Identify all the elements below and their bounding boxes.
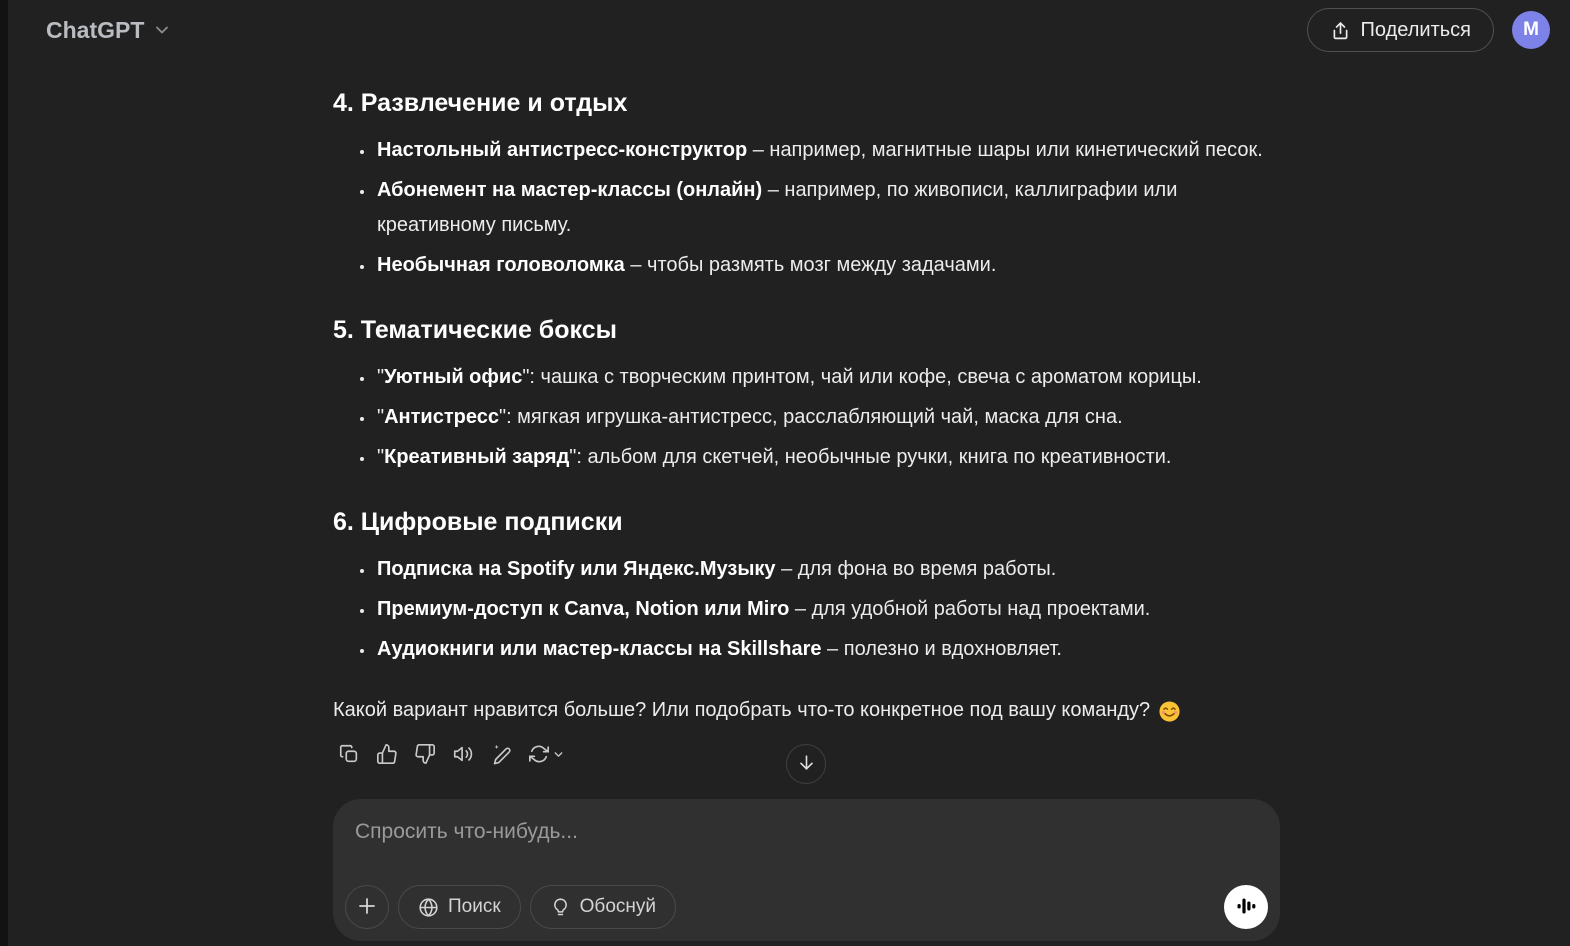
message-content bbox=[333, 86, 1280, 667]
composer bbox=[333, 799, 1280, 941]
regenerate-icon bbox=[528, 743, 550, 765]
list-item: • Премиум-доступ к Canva, Notion или Miro – для удобной работы над проектами. bbox=[375, 592, 1280, 627]
assistant-message bbox=[333, 86, 1280, 770]
share-button-label: Поделиться bbox=[1360, 18, 1471, 41]
list-item: • "Креативный заряд": альбом для скетчей, необычные ручки, книга по креативности. bbox=[375, 440, 1280, 475]
bad-response-button[interactable] bbox=[409, 738, 441, 770]
reason-toggle-label: Обоснуй bbox=[579, 896, 656, 917]
search-toggle-label: Поиск bbox=[448, 896, 501, 917]
list-item: • Аудиокниги или мастер-классы на Skillshare – полезно и вдохновляет. bbox=[375, 632, 1280, 667]
upload-share-icon bbox=[1330, 20, 1351, 41]
list-item: • "Антистресс": мягкая игрушка-антистресс, расслабляющий чай, маска для сна. bbox=[375, 400, 1280, 435]
closing-line bbox=[333, 693, 1280, 728]
arrow-down-icon bbox=[797, 753, 816, 775]
brand-title: ChatGPT bbox=[46, 16, 145, 43]
scroll-to-bottom-button[interactable] bbox=[786, 744, 826, 784]
list-item: • Настольный антистресс-конструктор – например, магнитные шары или кинетический песок. bbox=[375, 133, 1280, 168]
composer-toolbar bbox=[345, 885, 1268, 929]
avatar-initial: M bbox=[1523, 19, 1539, 40]
list-item: • "Уютный офис": чашка с творческим принтом, чай или кофе, свеча с ароматом корицы. bbox=[375, 360, 1280, 395]
good-response-button[interactable] bbox=[371, 738, 403, 770]
header-right bbox=[1307, 8, 1550, 52]
globe-icon bbox=[418, 897, 439, 918]
bullet-list bbox=[333, 360, 1280, 475]
edit-in-canvas-icon bbox=[490, 743, 512, 765]
regenerate-button[interactable] bbox=[523, 738, 569, 770]
composer-placeholder: Спросить что-нибудь... bbox=[355, 820, 578, 843]
lightbulb-icon bbox=[550, 897, 571, 918]
bullet-list bbox=[333, 133, 1280, 283]
thumbs-down-icon bbox=[414, 743, 436, 765]
attach-button[interactable] bbox=[345, 885, 389, 929]
list-item: • Абонемент на мастер-классы (онлайн) – например, по живописи, каллиграфии или креативному письму. bbox=[375, 173, 1280, 243]
voice-mode-button[interactable] bbox=[1224, 885, 1268, 929]
share-button[interactable] bbox=[1307, 8, 1494, 52]
list-item: • Необычная головоломка – чтобы размять мозг между задачами. bbox=[375, 248, 1280, 283]
reason-toggle-button[interactable] bbox=[530, 885, 676, 929]
section-heading: 6. Цифровые подписки bbox=[333, 508, 623, 536]
plus-icon bbox=[355, 894, 379, 921]
bullet-list bbox=[333, 552, 1280, 667]
thumbs-up-icon bbox=[376, 743, 398, 765]
header bbox=[8, 0, 1570, 60]
section-heading: 5. Тематические боксы bbox=[333, 316, 617, 344]
voice-waveform-icon bbox=[1234, 894, 1258, 921]
section-heading: 4. Развлечение и отдых bbox=[333, 89, 628, 117]
sidebar-collapsed-strip bbox=[0, 0, 8, 946]
read-aloud-icon bbox=[452, 743, 474, 765]
copy-button[interactable] bbox=[333, 738, 365, 770]
read-aloud-button[interactable] bbox=[447, 738, 479, 770]
closing-text: Какой вариант нравится больше? Или подобрать что-то конкретное под вашу команду? bbox=[333, 699, 1151, 721]
chevron-down-icon bbox=[552, 748, 565, 761]
copy-icon bbox=[338, 743, 360, 765]
smiling-face-emoji-icon bbox=[1158, 700, 1181, 723]
model-switcher-button[interactable] bbox=[38, 11, 180, 50]
chevron-down-icon bbox=[152, 20, 172, 40]
composer-input[interactable] bbox=[355, 817, 1258, 847]
search-toggle-button[interactable] bbox=[398, 885, 521, 929]
edit-in-canvas-button[interactable] bbox=[485, 738, 517, 770]
avatar[interactable] bbox=[1512, 11, 1550, 49]
list-item: • Подписка на Spotify или Яндекс.Музыку – для фона во время работы. bbox=[375, 552, 1280, 587]
